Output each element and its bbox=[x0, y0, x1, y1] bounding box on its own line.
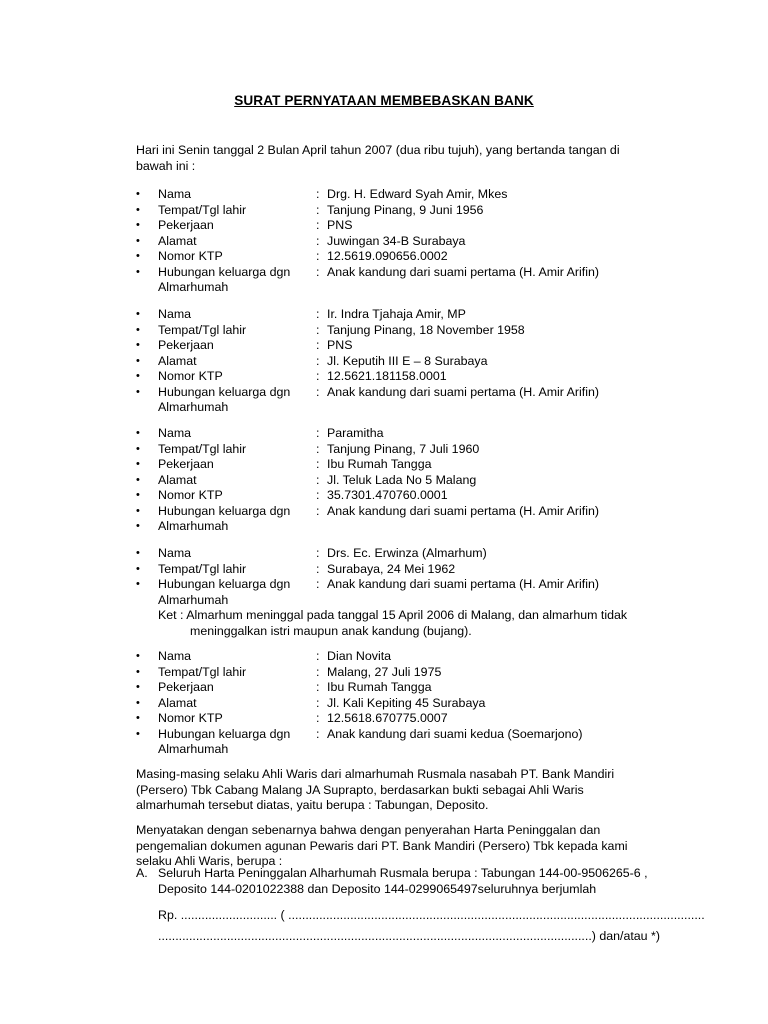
bullet-icon: • bbox=[136, 562, 140, 575]
field-label: Nama bbox=[158, 187, 192, 201]
field-value: Surabaya, 24 Mei 1962 bbox=[327, 561, 456, 576]
field-label: Nomor KTP bbox=[158, 369, 223, 383]
field-label: Hubungan keluarga dgn Almarhumah bbox=[158, 264, 291, 294]
field-value: Jl. Kali Kepiting 45 Surabaya bbox=[327, 695, 486, 710]
paragraph-line: (Persero) Tbk Cabang Malang JA Suprapto, berdasarkan bukti sebagai Ahli Waris bbox=[136, 782, 584, 797]
field-label: Alamat bbox=[158, 233, 197, 248]
field-label: Tempat/Tgl lahir bbox=[158, 561, 247, 576]
intro-line: bawah ini : bbox=[136, 159, 196, 173]
field-colon: : bbox=[316, 503, 320, 518]
list-marker: A. bbox=[136, 866, 148, 880]
heir-block-5 bbox=[136, 649, 656, 758]
field-colon: : bbox=[316, 369, 320, 383]
bullet-icon: • bbox=[136, 504, 140, 517]
field-label: Hubungan keluarga dgn bbox=[158, 503, 291, 518]
bullet-icon: • bbox=[136, 473, 140, 486]
field-label: Alamat bbox=[158, 472, 197, 487]
field-value: Tanjung Pinang, 9 Juni 1956 bbox=[327, 202, 484, 217]
bullet-icon: • bbox=[136, 696, 140, 709]
bullet-icon: • bbox=[136, 265, 140, 278]
field-colon: : bbox=[316, 338, 320, 352]
bullet-icon: • bbox=[136, 489, 140, 501]
field-colon: : bbox=[316, 322, 320, 337]
bullet-icon: • bbox=[136, 385, 140, 398]
bullet-icon: • bbox=[136, 665, 140, 678]
field-colon: : bbox=[316, 695, 320, 710]
remark-line: meninggalkan istri maupun anak kandung (bujang). bbox=[190, 623, 472, 638]
field-value: Jl. Keputih III E – 8 Surabaya bbox=[327, 353, 488, 368]
field-label: Hubungan keluarga dgn Almarhumah bbox=[158, 384, 291, 414]
field-colon: : bbox=[316, 264, 320, 279]
bullet-icon: • bbox=[136, 681, 140, 693]
field-colon: : bbox=[316, 561, 320, 576]
field-value: Drs. Ec. Erwinza (Almarhum) bbox=[327, 546, 487, 560]
field-label: Tempat/Tgl lahir bbox=[158, 322, 247, 337]
bullet-icon: • bbox=[136, 308, 140, 320]
bullet-icon: • bbox=[136, 578, 140, 590]
bullet-icon: • bbox=[136, 547, 140, 559]
amount-blank-line: Rp. ............................ ( ......................................................................................................................... bbox=[158, 908, 705, 922]
field-colon: : bbox=[316, 457, 320, 471]
field-colon: : bbox=[316, 577, 320, 591]
declaration-paragraph bbox=[136, 823, 656, 870]
field-value: Drg. H. Edward Syah Amir, Mkes bbox=[327, 187, 508, 201]
bullet-icon: • bbox=[136, 339, 140, 351]
field-colon: : bbox=[316, 426, 320, 440]
field-label: Nomor KTP bbox=[158, 249, 223, 263]
bullet-icon: • bbox=[136, 520, 140, 532]
field-label: Pekerjaan bbox=[158, 457, 214, 471]
bullet-icon: • bbox=[136, 442, 140, 455]
amount-words-blank-line: ..............................................................................................................................) dan/atau *) bbox=[158, 929, 660, 943]
bullet-icon: • bbox=[136, 250, 140, 262]
intro-line: Hari ini Senin tanggal 2 Bulan April tahun 2007 (dua ribu tujuh), yang bertanda tangan di bbox=[136, 143, 620, 157]
heir-block-3 bbox=[136, 426, 656, 535]
list-item-line: Seluruh Harta Peninggalan Alharhumah Rusmala berupa : Tabungan 144-00-9506265-6 , bbox=[158, 866, 648, 880]
field-value: Malang, 27 Juli 1975 bbox=[327, 664, 442, 679]
heir-block-2 bbox=[136, 307, 656, 416]
field-label: Tempat/Tgl lahir bbox=[158, 441, 247, 456]
bullet-icon: • bbox=[136, 188, 140, 200]
field-label: Nama bbox=[158, 649, 192, 663]
field-label: Pekerjaan bbox=[158, 218, 214, 232]
bullet-icon: • bbox=[136, 323, 140, 336]
field-value: Anak kandung dari suami kedua (Soemarjono) bbox=[327, 726, 583, 741]
field-value: Tanjung Pinang, 18 November 1958 bbox=[327, 322, 525, 337]
field-colon: : bbox=[316, 664, 320, 679]
field-colon: : bbox=[316, 353, 320, 368]
list-item-line: Deposito 144-0201022388 dan Deposito 144-0299065497seluruhnya berjumlah bbox=[158, 881, 597, 896]
field-value: Ir. Indra Tjahaja Amir, MP bbox=[327, 307, 466, 321]
field-colon: : bbox=[316, 233, 320, 248]
field-value: Anak kandung dari suami pertama (H. Amir Arifin) bbox=[327, 264, 600, 279]
field-label: Hubungan keluarga dgn Almarhumah bbox=[158, 577, 291, 607]
field-value: Anak kandung dari suami pertama (H. Amir Arifin) bbox=[327, 503, 600, 518]
list-item-text bbox=[158, 866, 658, 897]
field-value: Anak kandung dari suami pertama (H. Amir Arifin) bbox=[327, 577, 600, 591]
paragraph-line: pengemalian dokumen agunan Pewaris dari PT. Bank Mandiri (Persero) Tbk kepada kami bbox=[136, 838, 628, 853]
field-value: Juwingan 34-B Surabaya bbox=[327, 233, 466, 248]
field-label: Pekerjaan bbox=[158, 338, 214, 352]
field-colon: : bbox=[316, 249, 320, 263]
field-label: Nama bbox=[158, 307, 192, 321]
paragraph-line: selaku Ahli Waris, berupa : bbox=[136, 854, 283, 868]
field-colon: : bbox=[316, 680, 320, 694]
bullet-icon: • bbox=[136, 458, 140, 470]
field-label: Tempat/Tgl lahir bbox=[158, 202, 247, 217]
field-label: Nomor KTP bbox=[158, 711, 223, 725]
field-value: PNS bbox=[327, 218, 353, 232]
field-value: Jl. Teluk Lada No 5 Malang bbox=[327, 472, 477, 487]
bullet-icon: • bbox=[136, 234, 140, 247]
intro-paragraph bbox=[136, 142, 636, 174]
bullet-icon: • bbox=[136, 712, 140, 724]
field-colon: : bbox=[316, 307, 320, 321]
bullet-icon: • bbox=[136, 354, 140, 367]
field-value: Tanjung Pinang, 7 Juli 1960 bbox=[327, 441, 480, 456]
paragraph-line: Masing-masing selaku Ahli Waris dari almarhumah Rusmala nasabah PT. Bank Mandiri bbox=[136, 767, 615, 781]
field-label: Nama bbox=[158, 426, 192, 440]
field-value: Ibu Rumah Tangga bbox=[327, 680, 432, 694]
field-colon: : bbox=[316, 649, 320, 663]
field-value: 35.7301.470760.0001 bbox=[327, 488, 448, 502]
field-colon: : bbox=[316, 546, 320, 560]
field-colon: : bbox=[316, 711, 320, 725]
bullet-icon: • bbox=[136, 727, 140, 740]
document-title: SURAT PERNYATAAN MEMBEBASKAN BANK bbox=[234, 93, 534, 108]
field-colon: : bbox=[316, 441, 320, 456]
remark-line: Ket : Almarhum meninggal pada tanggal 15 April 2006 di Malang, dan almarhum tidak bbox=[158, 608, 628, 622]
field-colon: : bbox=[316, 187, 320, 201]
bullet-icon: • bbox=[136, 427, 140, 439]
bullet-icon: • bbox=[136, 370, 140, 382]
bullet-icon: • bbox=[136, 650, 140, 662]
field-label: Pekerjaan bbox=[158, 680, 214, 694]
field-value: Anak kandung dari suami pertama (H. Amir Arifin) bbox=[327, 384, 600, 399]
heir-block-1 bbox=[136, 187, 656, 296]
field-colon: : bbox=[316, 726, 320, 741]
field-value: Paramitha bbox=[327, 426, 384, 440]
paragraph-line: Menyatakan dengan sebenarnya bahwa dengan penyerahan Harta Peninggalan dan bbox=[136, 823, 601, 837]
field-value: Dian Novita bbox=[327, 649, 392, 663]
paragraph-line: almarhumah tersebut diatas, yaitu berupa : Tabungan, Deposito. bbox=[136, 798, 489, 812]
field-label: Hubungan keluarga dgn Almarhumah bbox=[158, 726, 291, 756]
field-colon: : bbox=[316, 218, 320, 232]
field-colon: : bbox=[316, 384, 320, 399]
field-label: Alamat bbox=[158, 353, 197, 368]
field-label: Alamat bbox=[158, 695, 197, 710]
field-label: Nomor KTP bbox=[158, 488, 223, 502]
remark-note bbox=[158, 608, 648, 639]
field-colon: : bbox=[316, 488, 320, 502]
field-colon: : bbox=[316, 202, 320, 217]
bullet-icon: • bbox=[136, 203, 140, 216]
field-value: 12.5621.181158.0001 bbox=[327, 369, 447, 383]
field-value: Ibu Rumah Tangga bbox=[327, 457, 432, 471]
field-colon: : bbox=[316, 472, 320, 487]
field-label: Nama bbox=[158, 546, 192, 560]
heir-block-4 bbox=[136, 546, 656, 608]
field-label: Tempat/Tgl lahir bbox=[158, 664, 247, 679]
field-label: Almarhumah bbox=[158, 519, 229, 533]
field-value: PNS bbox=[327, 338, 353, 352]
bullet-icon: • bbox=[136, 219, 140, 231]
field-value: 12.5618.670775.0007 bbox=[327, 711, 448, 725]
field-value: 12.5619.090656.0002 bbox=[327, 249, 448, 263]
heirs-statement-paragraph bbox=[136, 767, 656, 814]
